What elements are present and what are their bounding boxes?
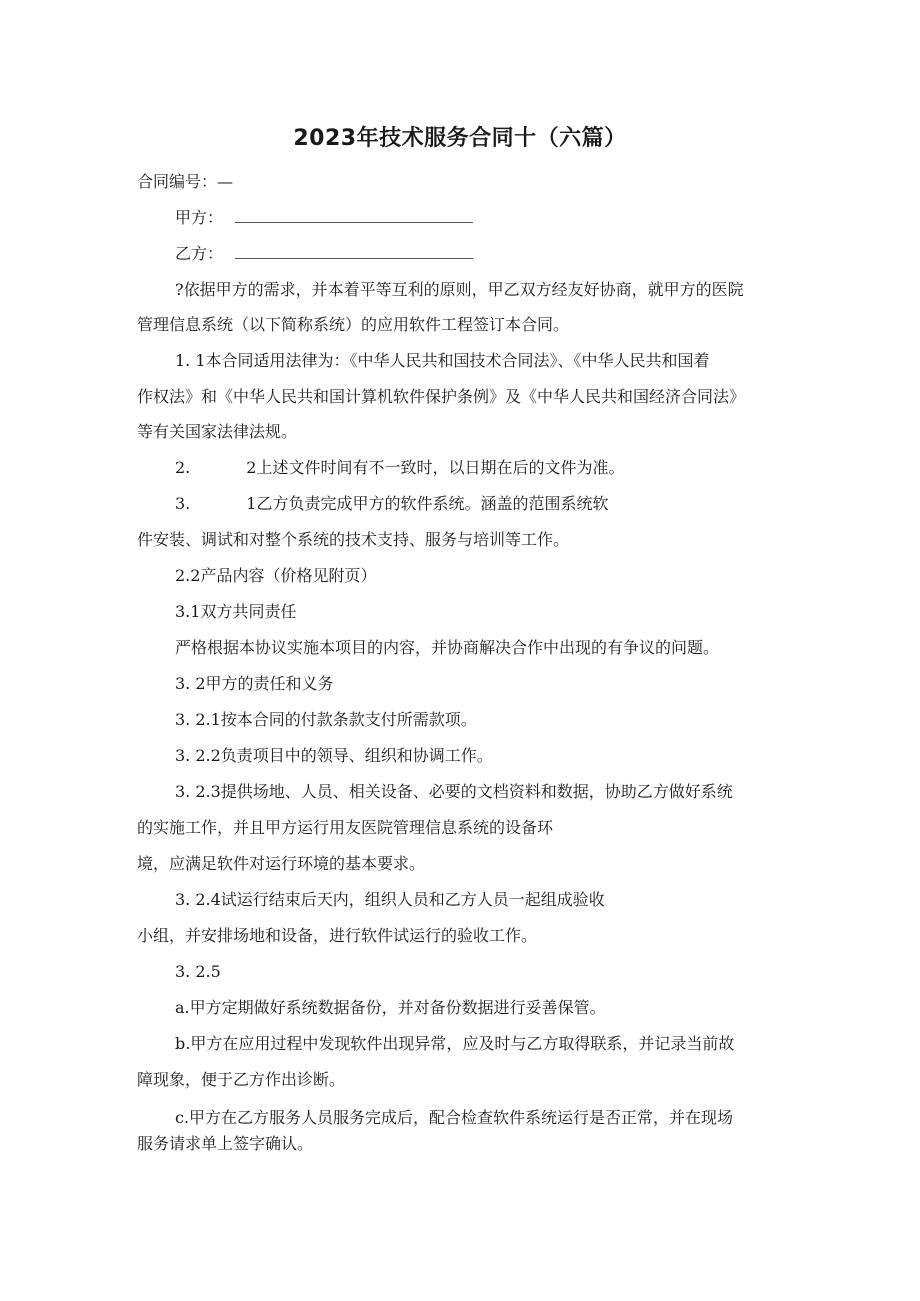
- section-number: 2.: [175, 458, 191, 477]
- paragraph-line: 3. 2.1按本合同的付款条款支付所需款项。: [175, 710, 477, 729]
- paragraph-line: 3. 2.3提供场地、人员、相关设备、必要的文档资料和数据，协助乙方做好系统: [175, 782, 733, 801]
- section-heading: 3. 2甲方的责任和义务: [175, 674, 334, 693]
- paragraph-line: 障现象，便于乙方作出诊断。: [137, 1070, 346, 1089]
- paragraph-line: 严格根据本协议实施本项目的内容，并协商解决合作中出现的有争议的问题。: [175, 638, 720, 657]
- paragraph-line: 作权法》和《中华人民共和国计算机软件保护条例》及《中华人民共和国经济合同法》: [137, 387, 746, 406]
- section-text: 2上述文件时间有不一致时，以日期在后的文件为准。: [246, 458, 625, 477]
- paragraph-line: 1. 1本合同适用法律为：《中华人民共和国技术合同法》、《中华人民共和国着: [175, 351, 710, 370]
- paragraph-line: 3. 2.2负责项目中的领导、组织和协调工作。: [175, 746, 493, 765]
- paragraph-line: 境，应满足软件对运行环境的基本要求。: [137, 854, 426, 873]
- party-a-label: 甲方：: [175, 208, 224, 227]
- paragraph-line: b.甲方在应用过程中发现软件出现异常，应及时与乙方取得联系，并记录当前故: [175, 1034, 735, 1053]
- paragraph-line: 管理信息系统（以下简称系统）的应用软件工程签订本合同。: [137, 315, 570, 334]
- paragraph-line: ?依据甲方的需求，并本着平等互利的原则，甲乙双方经友好协商，就甲方的医院: [175, 280, 744, 299]
- paragraph-line: [175, 494, 608, 514]
- party-a-line: [175, 208, 473, 228]
- paragraph-line: 等有关国家法律法规。: [137, 422, 298, 441]
- section-number: 3.: [175, 494, 191, 513]
- contract-number: 合同编号：—: [137, 172, 234, 191]
- paragraph-line: 件安装、调试和对整个系统的技术支持、服务与培训等工作。: [137, 530, 570, 549]
- paragraph-line: 小组，并安排场地和设备，进行软件试运行的验收工作。: [137, 926, 538, 945]
- section-heading: 3. 2.5: [175, 962, 221, 981]
- section-text: 1乙方负责完成甲方的软件系统。涵盖的范围系统软: [246, 494, 609, 513]
- paragraph-line: 服务请求单上签字确认。: [137, 1134, 314, 1153]
- section-heading: 2.2产品内容（价格见附页）: [175, 566, 377, 585]
- paragraph-line: 的实施工作，并且甲方运行用友医院管理信息系统的设备环: [137, 818, 554, 837]
- section-heading: 3.1双方共同责任: [175, 602, 297, 621]
- party-b-blank: [235, 246, 473, 259]
- paragraph-line: a.甲方定期做好系统数据备份，并对备份数据进行妥善保管。: [175, 998, 606, 1017]
- party-a-blank: [235, 210, 473, 223]
- paragraph-line: [175, 458, 624, 478]
- paragraph-line: 3. 2.4试运行结束后天内，组织人员和乙方人员一起组成验收: [175, 890, 605, 909]
- paragraph-line: c.甲方在乙方服务人员服务完成后，配合检查软件系统运行是否正常，并在现场: [175, 1108, 734, 1127]
- party-b-label: 乙方：: [175, 244, 224, 263]
- party-b-line: [175, 244, 473, 264]
- page-title: 2023年技术服务合同十（六篇）: [293, 126, 627, 151]
